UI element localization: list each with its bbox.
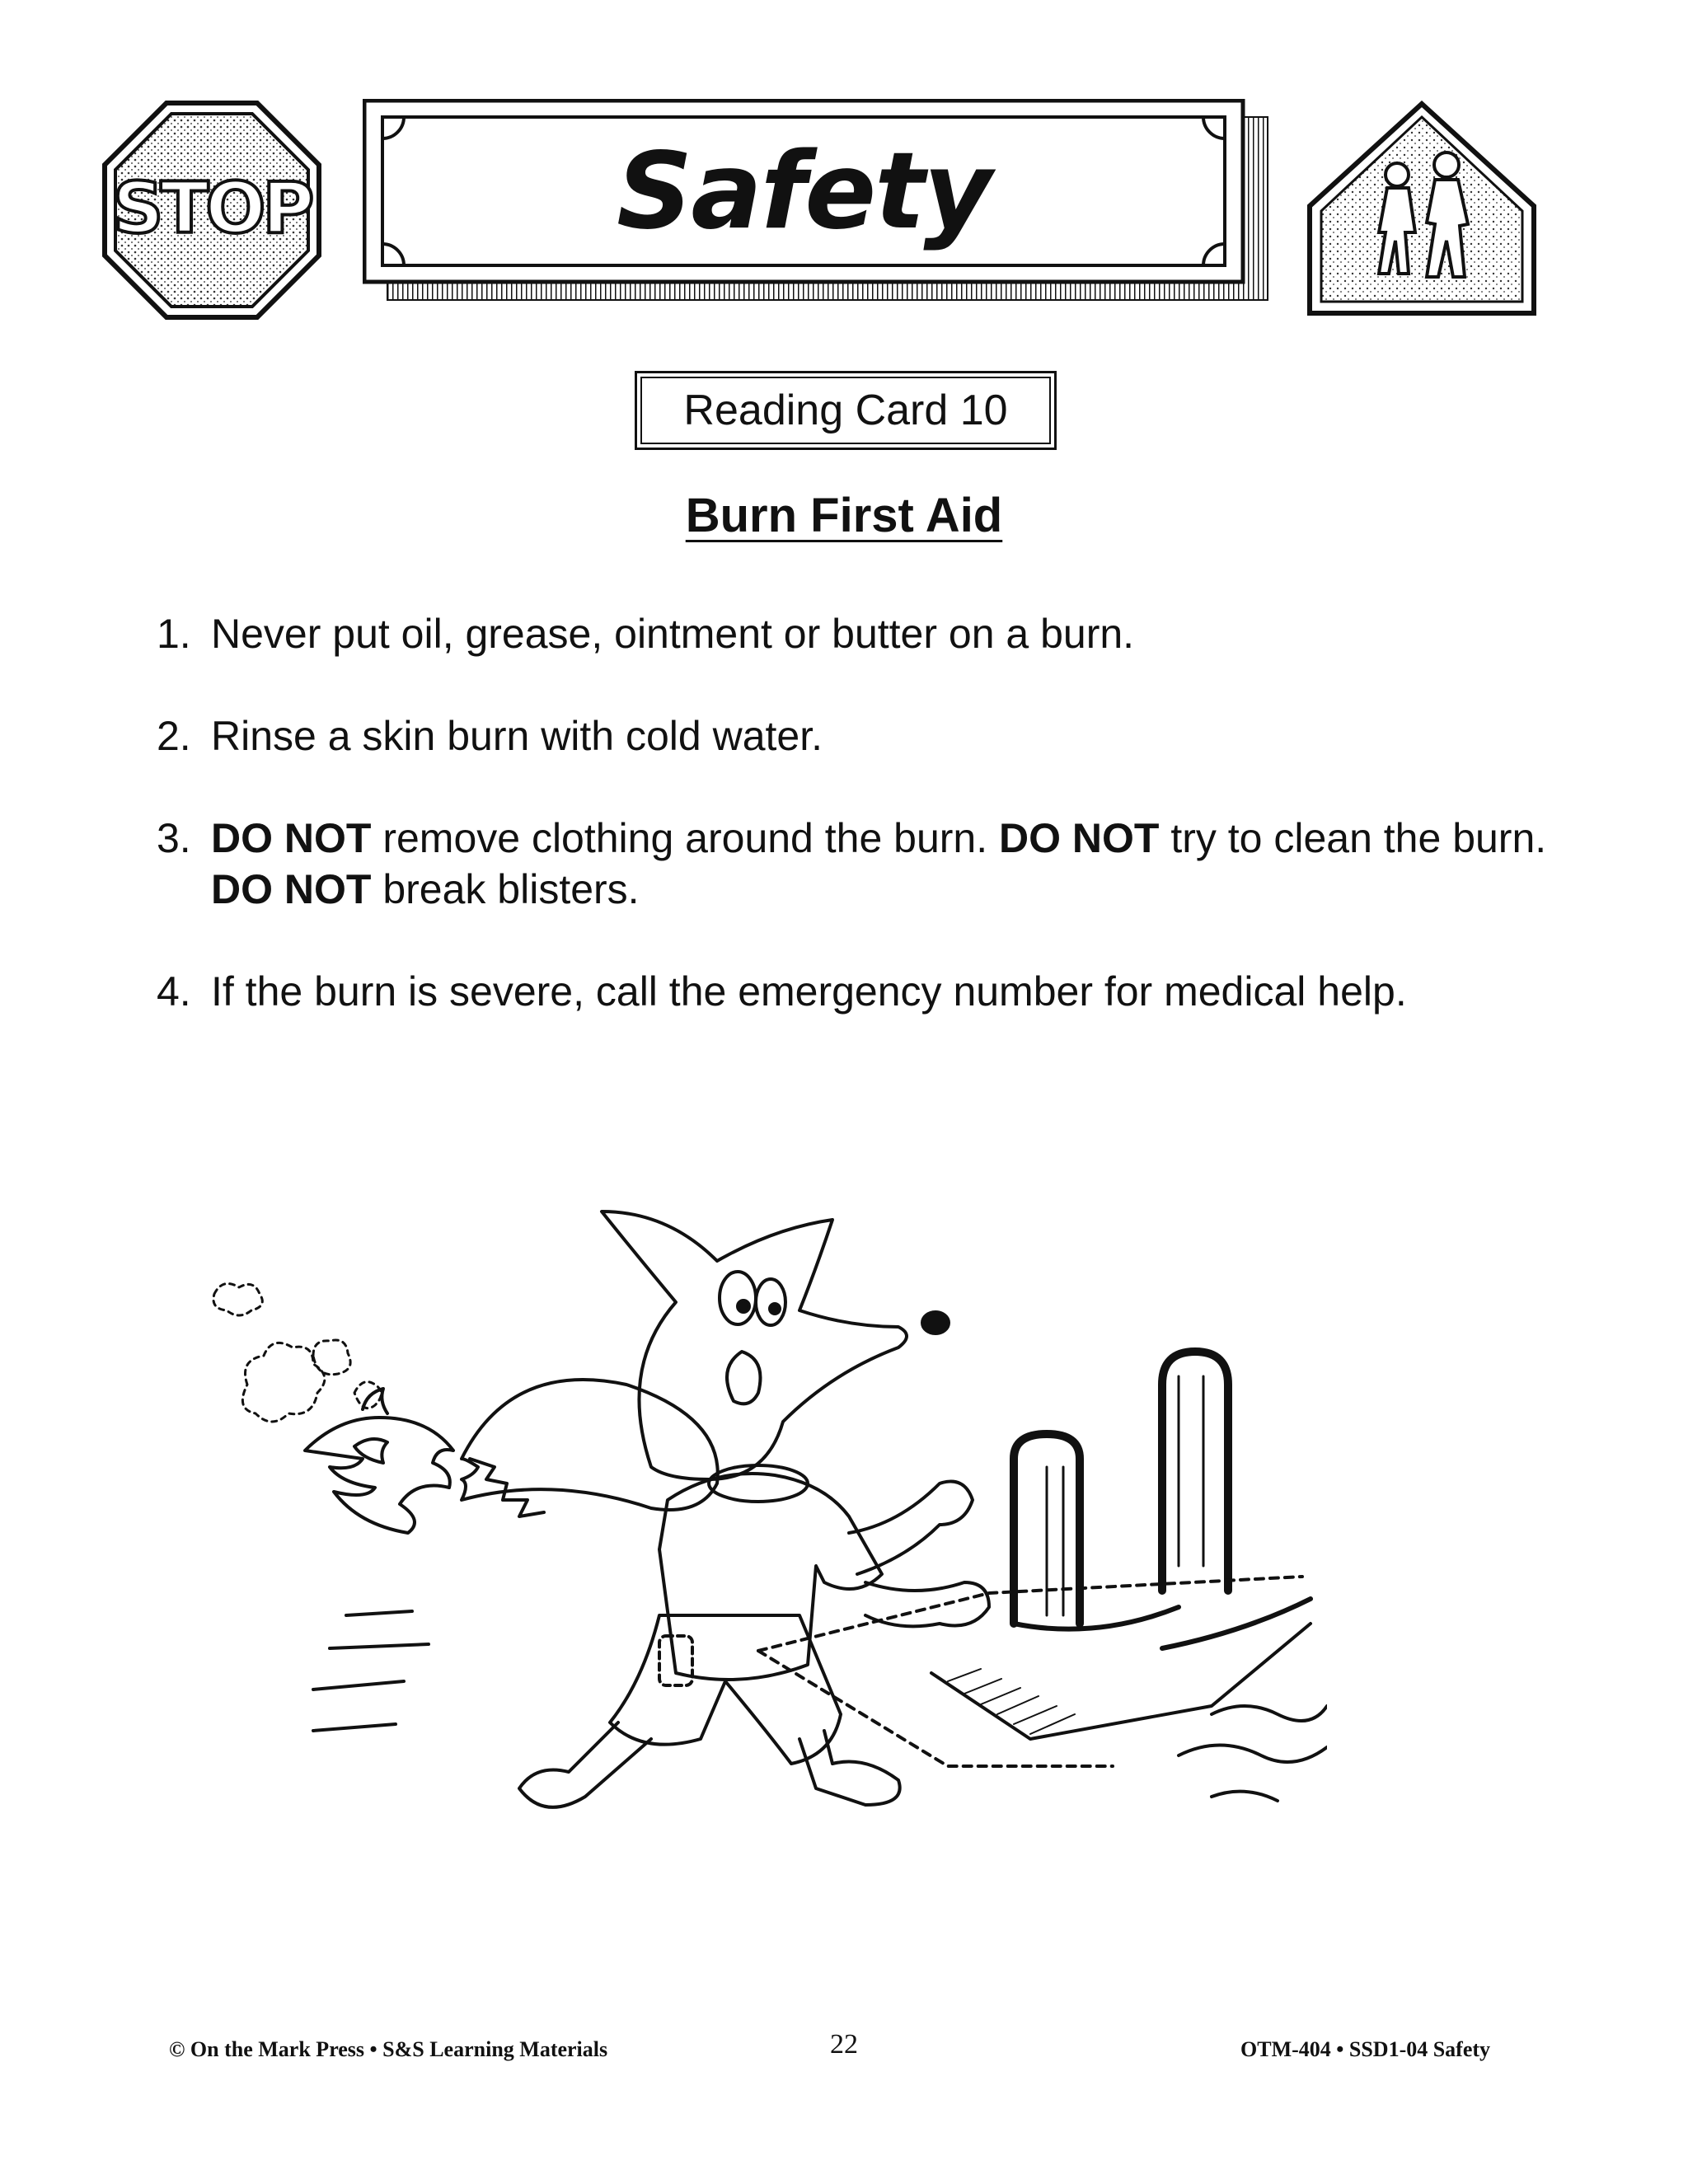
school-crossing-sign-icon xyxy=(1306,101,1537,316)
list-item-number: 2. xyxy=(157,713,191,759)
section-title-text: Burn First Aid xyxy=(685,489,1003,542)
list-item-text: If the burn is severe, call the emergency number for medical help. xyxy=(211,968,1407,1015)
page-number: 22 xyxy=(830,2029,858,2060)
list-item-text: Never put oil, grease, ointment or butter on a burn. xyxy=(211,611,1135,657)
list-item-text: DO NOT remove clothing around the burn. DO NOT try to clean the burn. DO NOT break blisters. xyxy=(211,815,1547,912)
footer-product-code: OTM-404 • SSD1-04 Safety xyxy=(1240,2037,1491,2061)
list-item-number: 1. xyxy=(157,611,191,657)
stop-sign-text: STOP xyxy=(112,167,312,250)
fox-running-to-pool-illustration xyxy=(190,1187,1327,1896)
list-item-number: 4. xyxy=(157,968,191,1015)
page-title: Safety xyxy=(617,130,991,253)
list-item-text: Rinse a skin burn with cold water. xyxy=(211,713,823,759)
list-item-number: 3. xyxy=(157,815,191,861)
reading-card-text: Reading Card 10 xyxy=(683,387,1008,434)
reading-card-label xyxy=(635,371,1057,450)
stop-sign-icon xyxy=(101,99,323,321)
footer-copyright: © On the Mark Press • S&S Learning Materials xyxy=(169,2037,608,2061)
section-title xyxy=(0,488,1688,543)
